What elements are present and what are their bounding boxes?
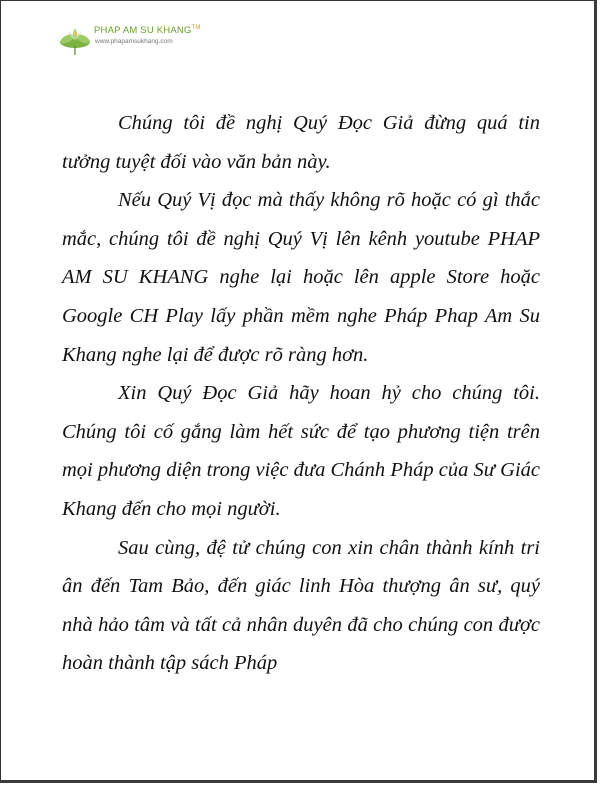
paragraph-apology: Xin Quý Đọc Giả hãy hoan hỷ cho chúng tôi. Chúng tôi cố gắng làm hết sức để tạo phương tiện trên mọi phương diện trong việc đưa Chánh Pháp của Sư Giác Khang đến cho mọi người. (62, 382, 540, 520)
paragraph-disclaimer: Chúng tôi đề nghị Quý Đọc Giả đừng quá tin tưởng tuyệt đối vào văn bản này. (62, 112, 540, 173)
paragraph-gratitude: Sau cùng, đệ tử chúng con xin chân thành kính tri ân đến Tam Bảo, đến giác linh Hòa thượng ân sư, quý nhà hảo tâm và tất cả nhân duyên đã cho chúng con được hoàn thành tập sách Pháp (62, 536, 540, 675)
document-body (62, 104, 540, 683)
lotus-leaf-icon (58, 22, 92, 56)
logo-title: PHAP AM SU KHANG™ (94, 25, 201, 37)
logo-url: www.phapamsukhang.com (95, 38, 173, 45)
site-logo[interactable] (58, 22, 238, 56)
trademark-mark: TM (191, 25, 201, 31)
paragraph-youtube-app: Nếu Quý Vị đọc mà thấy không rõ hoặc có gì thắc mắc, chúng tôi đề nghị Quý Vị lên kênh youtube PHAP AM SU KHANG nghe lại hoặc lên apple Store hoặc Google CH Play lấy phần mềm nghe Pháp Phap Am Su Khang nghe lại để được rõ ràng hơn. (62, 189, 540, 366)
